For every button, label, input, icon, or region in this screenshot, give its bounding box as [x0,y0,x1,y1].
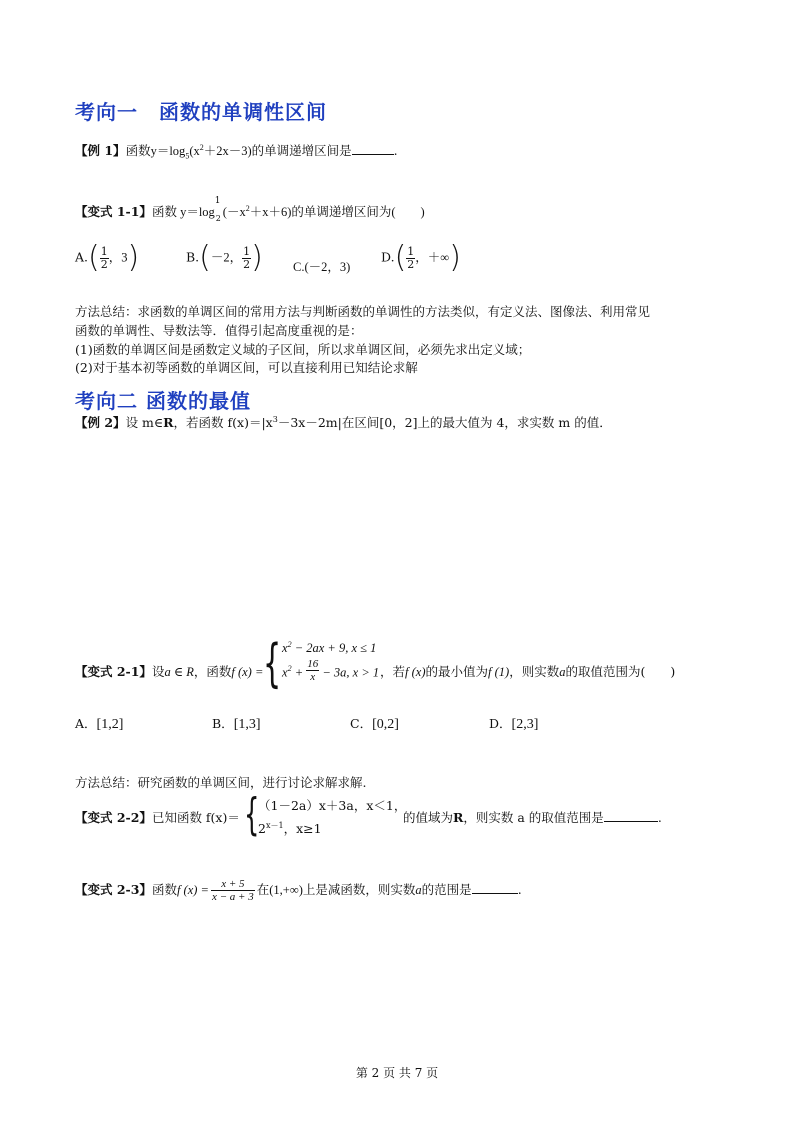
option-b-head: －2， [210,250,243,265]
answer-blank[interactable] [352,142,394,155]
example1-prefix: 函数 [125,143,151,158]
variant23-t4: 的范围是 [421,882,472,897]
answer-blank[interactable] [604,809,658,822]
case1-rest: − 2ax + 9, x ≤ 1 [291,641,377,656]
case1-x: x [282,641,288,656]
variant23-interval: (1,+∞) [269,883,303,897]
example2-text3: －3x－2m|在区间[0，2]上的最大值为 4，求实数 m 的值． [277,415,612,430]
left-paren-icon: ( [88,240,100,275]
variant22-tail [403,808,662,826]
variant11-option-d[interactable] [381,240,461,275]
variant23-fx: f (x) = [176,883,209,897]
option-d-label: D． [489,716,512,731]
right-paren-icon: ) [449,240,461,275]
variant21-a: a [559,665,566,679]
variant21-t4: 的最小值为 [425,664,489,679]
case2-num: 16 [307,658,319,670]
example1-rest: ＋2x－3) [203,144,252,158]
variant23-frac [211,878,255,903]
variant23-end: . [517,882,522,897]
variant11-base-num: 1 [214,196,221,206]
example2 [75,413,612,431]
option-c-value: [0,2] [372,717,399,732]
variant22-lead [75,808,240,826]
left-brace-icon: { [263,634,282,694]
variant23-den: x − a + 3 [211,891,254,903]
example2-r: R [163,415,174,430]
option-d-value: [2,3] [511,717,539,732]
option-a-den: 2 [100,257,108,271]
example1 [75,141,398,161]
variant11-option-c[interactable]: C.(－2，3) [293,260,351,274]
summary2: 方法总结：研究函数的单调区间，进行讨论求解求解. [75,775,367,790]
right-paren-icon: ) [251,240,263,275]
option-b-num: 1 [243,244,251,258]
left-paren-icon: ( [394,240,407,275]
variant11-option-a[interactable] [75,240,140,275]
example2-tag: 【例 2】 [75,415,126,430]
variant21-case1 [282,640,376,656]
summary1-line3: (1)函数的单调区间是函数定义域的子区间，所以求单调区间，必须先求出定义域； [75,342,531,357]
variant21-lead [75,662,263,680]
example1-base: 5 [185,151,190,161]
example1-suffix: 的单调递增区间是 [251,143,352,158]
variant11-sup: 2 [245,203,250,213]
example2-text1: 设 m∈ [125,415,164,430]
variant22-r: R [453,810,464,825]
variant23-tag: 【变式 2-3】 [75,882,152,897]
variant11-tag: 【变式 1-1】 [75,204,152,219]
variant23-t1: 函数 [151,882,177,897]
option-d-num: 1 [407,244,415,258]
case2-plus: + [291,665,307,680]
variant22-t2: 的值域为 [403,810,454,825]
variant22-tag: 【变式 2-2】 [75,810,152,825]
option-d-label: D. [381,249,395,265]
option-d-tail: ，＋∞ [415,250,450,265]
variant11-base [214,196,223,223]
variant11-base-den: 2 [215,214,221,223]
case2-x: x [282,665,288,680]
left-paren-icon: ( [199,240,211,275]
variant22-case2 [258,819,322,837]
variant23-t3: 上是减函数，则实数 [302,882,416,897]
right-paren-icon: ) [127,240,140,275]
variant21-option-d[interactable] [489,714,538,733]
option-b-label: B. [186,249,200,265]
variant21-option-b[interactable] [212,714,261,733]
variant21-option-a[interactable] [75,714,123,733]
variant21-fx: f (x) = [231,665,264,679]
option-a-tail: ，3 [108,250,128,265]
page-footer: 第 2 页 共 7 页 [355,1066,439,1080]
variant22-end: . [657,810,662,825]
variant21-a-in-r: a ∈ R [164,665,194,679]
variant22-t1: 已知函数 f(x)＝ [151,810,240,825]
option-a-label: A. [75,249,89,265]
case2-rest: − 3a, x > 1 [319,665,380,680]
variant21-t3: ，若 [380,664,406,679]
section1-title: 考向一 函数的单调性区间 [75,100,327,124]
variant23-num: x + 5 [211,878,255,891]
variant23 [75,878,522,903]
case2-cond: ，x≥1 [283,821,322,836]
variant11-option-b[interactable] [186,240,263,275]
example1-tag: 【例 1】 [75,143,126,158]
option-b-label: B． [212,716,234,731]
example1-end: . [393,143,398,158]
example1-arg: (x [189,144,200,158]
variant21-t1: 设 [151,664,165,679]
option-a-label: A． [75,716,97,731]
case2-sup: 2 [287,664,292,674]
summary1-line4: (2)对于基本初等函数的单调区间，可以直接利用已知结论求解 [75,360,418,375]
example2-text2: ，若函数 f(x)＝|x [173,415,273,430]
variant21-tag: 【变式 2-1】 [75,664,152,679]
case2-den: x [310,671,316,683]
variant21-t6: 的取值范围为( ) [565,664,676,679]
variant21-t5: ，则实数 [509,664,560,679]
variant21-tail [380,662,675,680]
option-b-value: [1,3] [233,717,261,732]
variant11-rest: ＋x＋6)的单调递增区间为( ) [249,205,425,219]
option-d-den: 2 [407,257,415,271]
example2-sup: 3 [272,414,278,424]
variant21-fx2: f (x) [405,665,426,679]
case1-sup: 2 [287,640,292,649]
summary1-line2: 函数的单调性、导数法等．值得引起高度重视的是： [75,323,363,338]
section2-title: 考向二 函数的最值 [75,389,251,413]
option-a-frac [100,246,109,271]
case2-base: 2 [258,821,266,836]
variant22-t3: ，则实数 a 的取值范围是 [463,810,604,825]
summary1-line1: 方法总结：求函数的单调区间的常用方法与判断函数的单调性的方法类似，有定义法、图像法、利用常见 [75,304,651,319]
variant21-case2 [282,658,380,683]
variant23-t2: 在 [256,882,270,897]
left-brace-icon: { [244,789,260,840]
option-a-value: [1,2] [96,717,124,732]
answer-blank[interactable] [472,881,518,894]
variant11 [75,196,425,223]
option-b-den: 2 [243,257,251,271]
case2-exp: x－1 [265,820,284,830]
option-c-label: C． [350,716,373,731]
case2-frac [306,658,319,683]
variant23-a: a [415,883,422,897]
example1-sup: 2 [199,142,204,152]
option-d-frac [406,246,415,271]
option-b-frac [242,246,251,271]
option-a-num: 1 [100,244,108,258]
variant21-t2: ，函数 [193,664,232,679]
example1-func: y＝log [150,144,186,158]
variant21-f1: f (1) [488,665,510,679]
variant11-prefix: 函数 y＝log [151,205,215,219]
variant21-option-c[interactable] [350,714,399,733]
variant22-case1: （1－2a）x＋3a，x＜1， [258,798,407,813]
variant11-arg: (－x [222,205,246,219]
